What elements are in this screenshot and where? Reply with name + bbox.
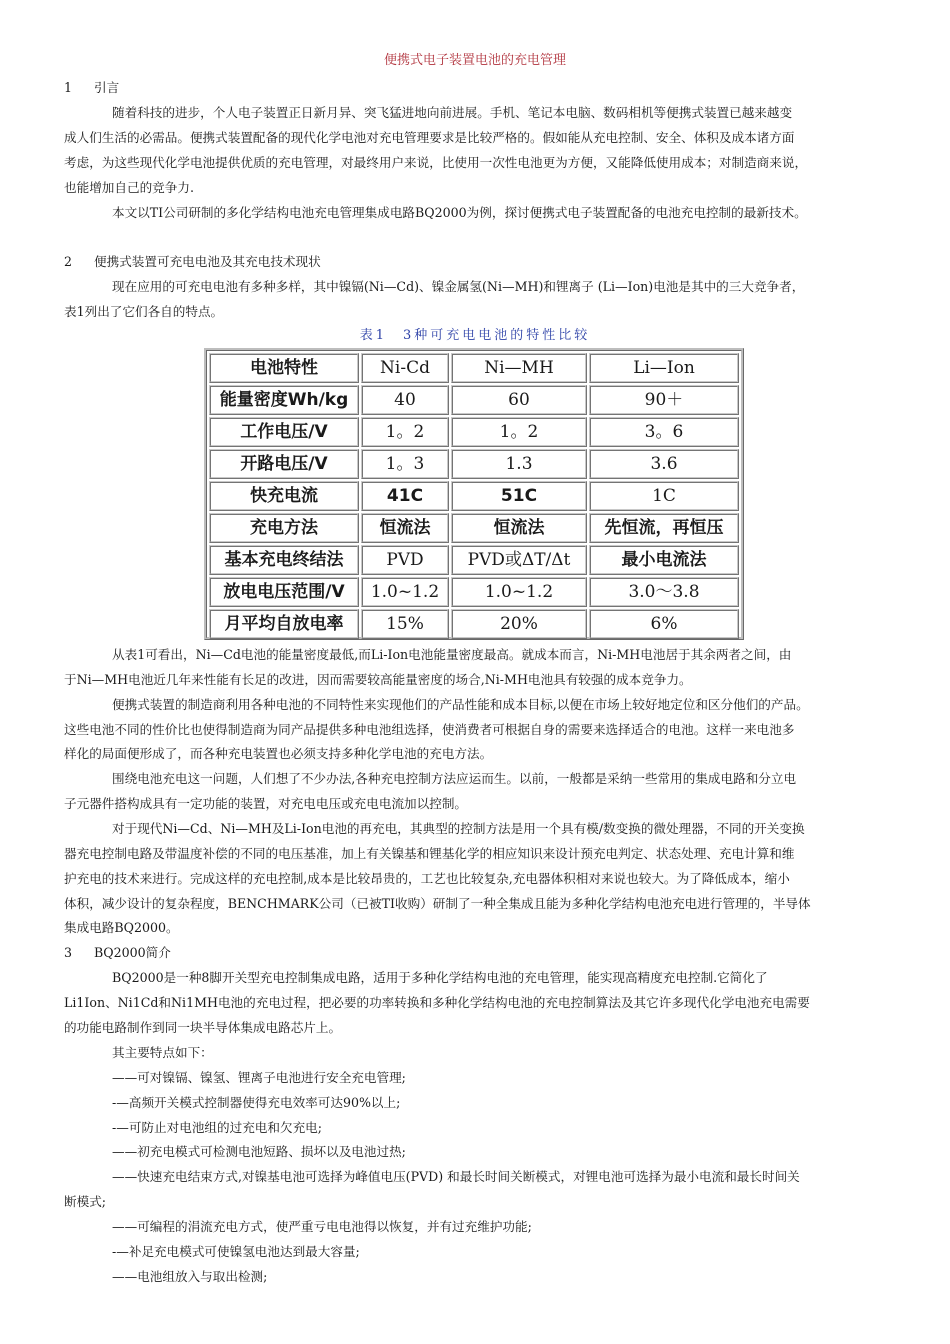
table-row xyxy=(209,513,739,543)
table-cell: PVD或ΔT/Δt xyxy=(451,545,587,575)
paragraph-line: 也能增加自己的竞争力. xyxy=(64,180,194,195)
table-cell: 60 xyxy=(451,385,587,415)
table-cell: 1。2 xyxy=(451,417,587,447)
table-cell: 1.0~1.2 xyxy=(451,577,587,607)
table-cell: 工作电压/V xyxy=(209,417,359,447)
table-cell: 1。2 xyxy=(361,417,449,447)
paragraph-line: 子元器件搭构成具有一定功能的装置，对充电电压或充电电流加以控制。 xyxy=(64,796,467,811)
doc-title: 便携式电子装置电池的充电管理 xyxy=(383,53,566,68)
paragraph-line: 从表1可看出，Ni—Cd电池的能量密度最低,而Li-Ion电池能量密度最高。就成本而言，Ni-MH电池居于其余两者之间，由 xyxy=(112,647,792,662)
table-cell: 快充电流 xyxy=(209,481,359,511)
feature-item: ——可对镍镉、镍氢、锂离子电池进行安全充电管理; xyxy=(112,1070,406,1085)
table-cell: 1C xyxy=(589,481,739,511)
table-cell: 先恒流，再恒压 xyxy=(589,513,739,543)
paragraph-line: 便携式装置的制造商利用各种电池的不同特性来实现他们的产品性能和成本目标,以便在市场上较好地定位和区分他们的产品。 xyxy=(112,697,809,712)
table-row xyxy=(209,385,739,415)
section-title: BQ2000简介 xyxy=(94,945,171,960)
table-cell: 51C xyxy=(451,481,587,511)
paragraph-line: 随着科技的进步，个人电子装置正日新月异、突飞猛进地向前进展。手机、笔记本电脑、数码相机等便携式装置已越来越变 xyxy=(112,105,793,120)
table-cell: 1.0~1.2 xyxy=(361,577,449,607)
table-cell: 能量密度Wh/kg xyxy=(209,385,359,415)
section-3-heading xyxy=(64,944,904,962)
paragraph-line: 样化的局面便形成了，而各种充电装置也必须支持多种化学电池的充电方法。 xyxy=(64,746,493,761)
table-cell: 恒流法 xyxy=(361,513,449,543)
paragraph-line: 考虑，为这些现代化学电池提供优质的充电管理，对最终用户来说，比使用一次性电池更为方便，又能降低使用成本；对制造商来说， xyxy=(64,155,808,170)
paragraph-line: 的功能电路制作到同一块半导体集成电路芯片上。 xyxy=(64,1020,342,1035)
table-caption: 表1 3种可充电电池的特性比较 xyxy=(359,328,591,343)
table-cell: 3.6 xyxy=(589,449,739,479)
feature-item: 断模式; xyxy=(64,1194,107,1209)
feature-item: -—补足充电模式可使镍氢电池达到最大容量; xyxy=(112,1244,360,1259)
section-title: 便携式装置可充电电池及其充电技术现状 xyxy=(94,254,321,269)
paragraph-line: 于Ni—MH电池近几年来性能有长足的改进，因而需要较高能量密度的场合,Ni-MH电池具有较强的成本竞争力。 xyxy=(64,672,692,687)
paragraph-line: 这些电池不同的性价比也使得制造商为同产品提供多种电池组选择，使消费者可根据自身的需要来选择适合的电池。这样一来电池多 xyxy=(64,722,795,737)
table-row xyxy=(209,545,739,575)
paragraph-line: 其主要特点如下： xyxy=(112,1045,213,1060)
section-number: 1 xyxy=(64,80,73,95)
table-cell: 15% xyxy=(361,609,449,639)
feature-item: -—高频开关模式控制器使得充电效率可达90%以上; xyxy=(112,1095,401,1110)
section-title: 引言 xyxy=(94,80,120,95)
paragraph-line: 本文以TI公司研制的多化学结构电池充电管理集成电路BQ2000为例，探讨便携式电子装置配备的电池充电控制的最新技术。 xyxy=(112,205,807,220)
table-cell: 开路电压/V xyxy=(209,449,359,479)
table-cell: 月平均自放电率 xyxy=(209,609,359,639)
table-cell: 40 xyxy=(361,385,449,415)
feature-item: ——初充电模式可检测电池短路、损坏以及电池过热; xyxy=(112,1144,406,1159)
table-row xyxy=(209,481,739,511)
table-cell: PVD xyxy=(361,545,449,575)
table-cell: 41C xyxy=(361,481,449,511)
table-cell: 6% xyxy=(589,609,739,639)
paragraph-line: 体积，减少设计的复杂程度，BENCHMARK公司（已被TI收购）研制了一种全集成且能为多种化学结构电池充电进行管理的，半导体 xyxy=(64,896,811,911)
table-cell: 1。3 xyxy=(361,449,449,479)
table-cell: 90＋ xyxy=(589,385,739,415)
paragraph-line: 器充电控制电路及带温度补偿的不同的电压基准，加上有关镍基和锂基化学的相应知识来设计预充电判定、状态处理、充电计算和维 xyxy=(64,846,795,861)
table-cell: 3.0～3.8 xyxy=(589,577,739,607)
paragraph-line: 集成电路BQ2000。 xyxy=(64,920,179,935)
table-row xyxy=(209,609,739,639)
table-header-cell: Ni—MH xyxy=(451,353,587,383)
table-cell: 充电方法 xyxy=(209,513,359,543)
table-row xyxy=(209,577,739,607)
battery-comparison-table xyxy=(204,348,744,640)
paragraph-line: BQ2000是一种8脚开关型充电控制集成电路，适用于多种化学结构电池的充电管理，能实现高精度充电控制.它简化了 xyxy=(112,970,768,985)
table-cell: 恒流法 xyxy=(451,513,587,543)
table-header-cell: 电池特性 xyxy=(209,353,359,383)
table-cell: 最小电流法 xyxy=(589,545,739,575)
table-row xyxy=(209,417,739,447)
paragraph-line: 对于现代Ni—Cd、Ni—MH及Li-Ion电池的再充电，其典型的控制方法是用一个具有模/数变换的微处理器，不同的开关变换 xyxy=(112,821,805,836)
paragraph-line: 现在应用的可充电电池有多种多样，其中镍镉(Ni—Cd)、镍金属氢(Ni—MH)和锂离子 (Li—Ion)电池是其中的三大竞争者， xyxy=(112,279,805,294)
spec-table xyxy=(207,351,741,641)
table-row xyxy=(209,449,739,479)
paragraph-line: 表1列出了它们各自的特点。 xyxy=(64,304,224,319)
table-cell: 3。6 xyxy=(589,417,739,447)
paragraph-line: 护充电的技术来进行。完成这样的充电控制,成本是比较昂贵的，工艺也比较复杂,充电器体积相对来说也较大。为了降低成本，缩小 xyxy=(64,871,790,886)
table-header-cell: Li—Ion xyxy=(589,353,739,383)
table-cell: 基本充电终结法 xyxy=(209,545,359,575)
feature-item: ——快速充电结束方式,对镍基电池可选择为峰值电压(PVD) 和最长时间关断模式，对锂电池可选择为最小电流和最长时间关 xyxy=(112,1169,800,1184)
feature-item: ——可编程的涓流充电方式，使严重亏电电池得以恢复，并有过充维护功能; xyxy=(112,1219,532,1234)
section-number: 3 xyxy=(64,945,73,960)
table-header-cell: Ni-Cd xyxy=(361,353,449,383)
section-2-heading xyxy=(64,253,904,271)
table-header-row xyxy=(209,353,739,383)
paragraph-line: 围绕电池充电这一问题，人们想了不少办法,各种充电控制方法应运而生。以前，一般都是采纳一些常用的集成电路和分立电 xyxy=(112,771,797,786)
table-cell: 20% xyxy=(451,609,587,639)
paragraph-line: 成人们生活的必需品。便携式装置配备的现代化学电池对充电管理要求是比较严格的。假如能从充电控制、安全、体积及成本诸方面 xyxy=(64,130,795,145)
feature-item: ——电池组放入与取出检测; xyxy=(112,1269,268,1284)
table-cell: 放电电压范围/V xyxy=(209,577,359,607)
section-number: 2 xyxy=(64,254,73,269)
feature-item: -—可防止对电池组的过充电和欠充电; xyxy=(112,1120,322,1135)
section-1-heading xyxy=(64,79,904,97)
paragraph-line: Li1Ion、Ni1Cd和Ni1MH电池的充电过程，把必要的功率转换和多种化学结构电池的充电控制算法及其它许多现代化学电池充电需要 xyxy=(64,995,810,1010)
table-cell: 1.3 xyxy=(451,449,587,479)
